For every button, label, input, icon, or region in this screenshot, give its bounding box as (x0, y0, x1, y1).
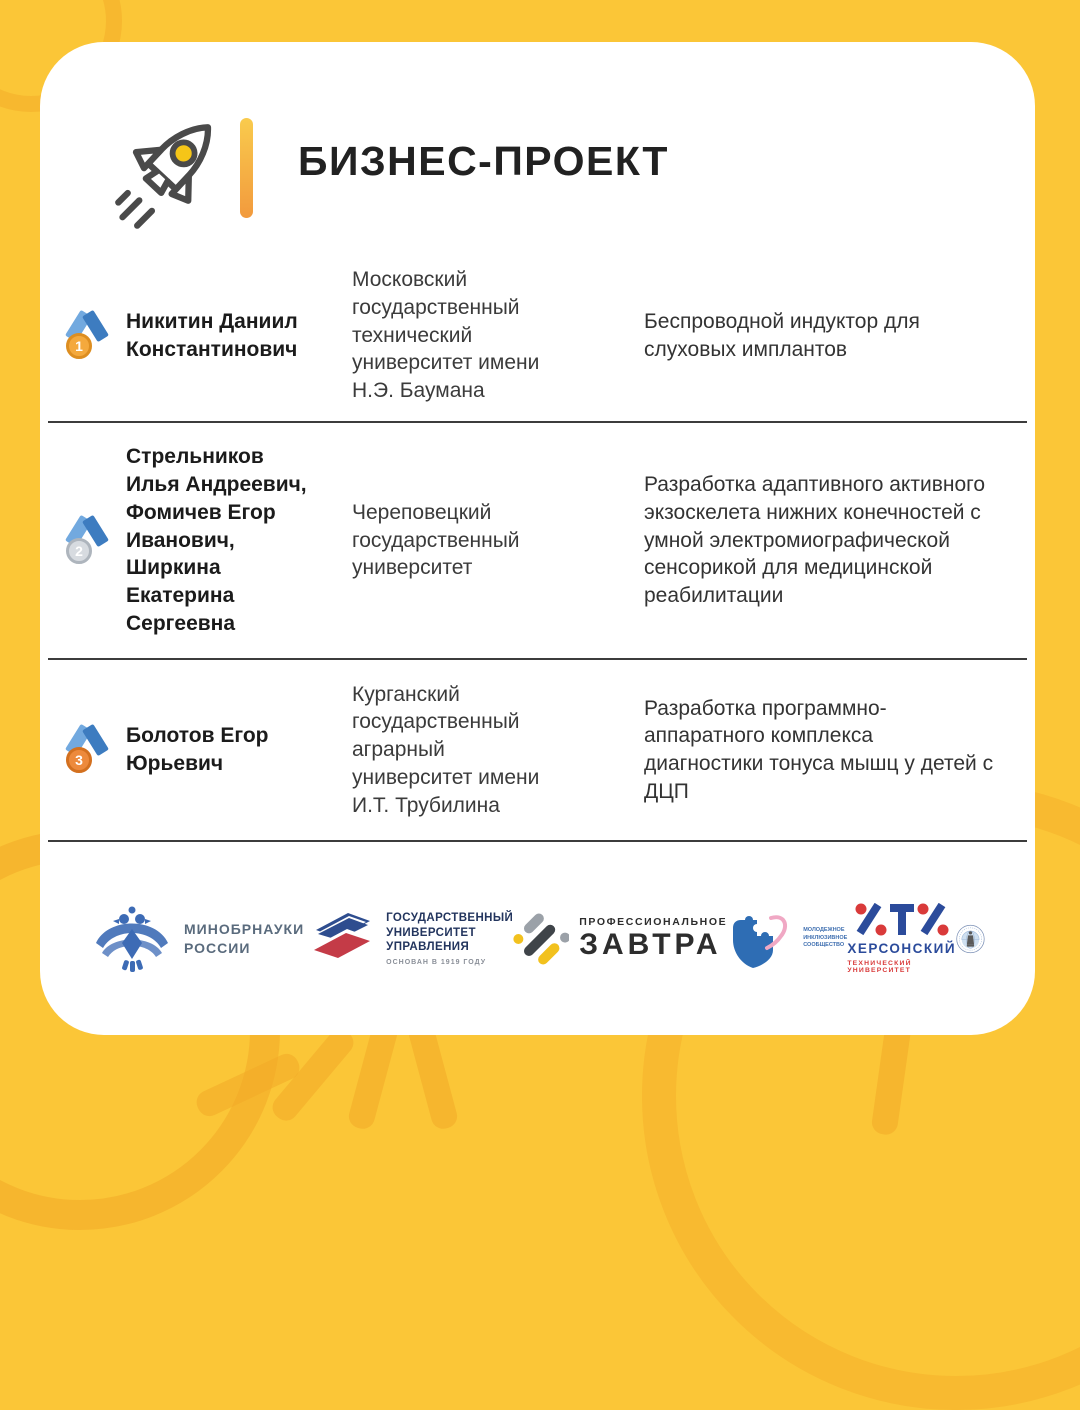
winner-names: Никитин Даниил Константинович (126, 309, 298, 361)
medal-place-number: 2 (66, 538, 92, 564)
gold-medal-icon (63, 310, 111, 362)
header (40, 108, 1035, 258)
logo-prof-zavtra (513, 911, 727, 967)
winner-names: Болотов Егор Юрьевич (126, 724, 269, 775)
prof-zavtra-main-label: ЗАВТРА (579, 928, 722, 962)
diagonal-stripes-icon (513, 911, 569, 967)
medal-place-number: 3 (66, 747, 92, 773)
double-eagle-icon (90, 897, 174, 981)
background-ray-decoration (346, 1019, 400, 1132)
winner-project: Разработка программно-аппаратного комплекса диагностики тонуса мышц у детей с ДЦП (644, 696, 994, 803)
winner-university: Череповецкий государственный университет (352, 500, 520, 580)
content-card (40, 42, 1035, 1035)
minobrnauki-label: МИНОБРНАУКИ РОССИИ (184, 920, 305, 956)
medal-cell (48, 724, 126, 776)
logo-minobrnauki (90, 897, 304, 981)
khtu-name-label: ХЕРСОНСКИЙ (847, 941, 957, 956)
accent-bar (240, 118, 253, 218)
table-row-first-place (48, 250, 1027, 423)
winner-project: Беспроводной индуктор для слуховых имплантов (644, 309, 920, 361)
winner-names: Стрельников Илья Андреевич, Фомичев Егор Иванович, Ширкина Екатерина Сергеевна (126, 445, 307, 635)
page-title: БИЗНЕС-ПРОЕКТ (298, 138, 669, 184)
winner-university: Московский государственный технический университет имени Н.Э. Баумана (352, 268, 540, 403)
silver-medal-icon (63, 515, 111, 567)
rocket-icon (112, 108, 238, 234)
winner-university: Курганский государственный аграрный университет имени И.Т. Трубилина (352, 682, 540, 817)
bronze-medal-icon (63, 724, 111, 776)
medal-place-number: 1 (66, 333, 92, 359)
khtu-sub-label: ТЕХНИЧЕСКИЙ УНИВЕРСИТЕТ (847, 960, 912, 974)
table-row-second-place (48, 423, 1027, 660)
logo-guu (304, 908, 513, 970)
partner-logos (40, 842, 1035, 1035)
medal-cell (48, 515, 126, 567)
medal-cell (48, 310, 126, 362)
winner-project: Разработка адаптивного активного экзоскелета нижних конечностей с умной электромиографической сенсорикой для медицинской реабилитации (644, 473, 986, 608)
background-ray-decoration (406, 1019, 460, 1132)
prof-zavtra-top-label: ПРОФЕССИОНАЛЬНОЕ (579, 915, 728, 928)
khtu-mark-icon (854, 903, 950, 937)
globe-statue-emblem-icon (956, 899, 985, 979)
books-icon (304, 908, 376, 970)
inclusive-community-label: МОЛОДЕЖНОЕ ИНКЛЮЗИВНОЕ СООБЩЕСТВО (803, 926, 848, 949)
table-row-third-place (48, 660, 1027, 842)
background-ray-decoration (193, 1050, 304, 1120)
logo-khtu (847, 903, 956, 974)
results-table (48, 250, 1027, 842)
background-ray-decoration (268, 1025, 359, 1126)
guu-founded-label: ОСНОВАН В 1919 ГОДУ (386, 959, 487, 967)
guu-label: ГОСУДАРСТВЕННЫЙ УНИВЕРСИТЕТ УПРАВЛЕНИЯ (386, 911, 514, 954)
puzzle-heart-icon (727, 906, 793, 972)
logo-inclusive-community (727, 906, 847, 972)
